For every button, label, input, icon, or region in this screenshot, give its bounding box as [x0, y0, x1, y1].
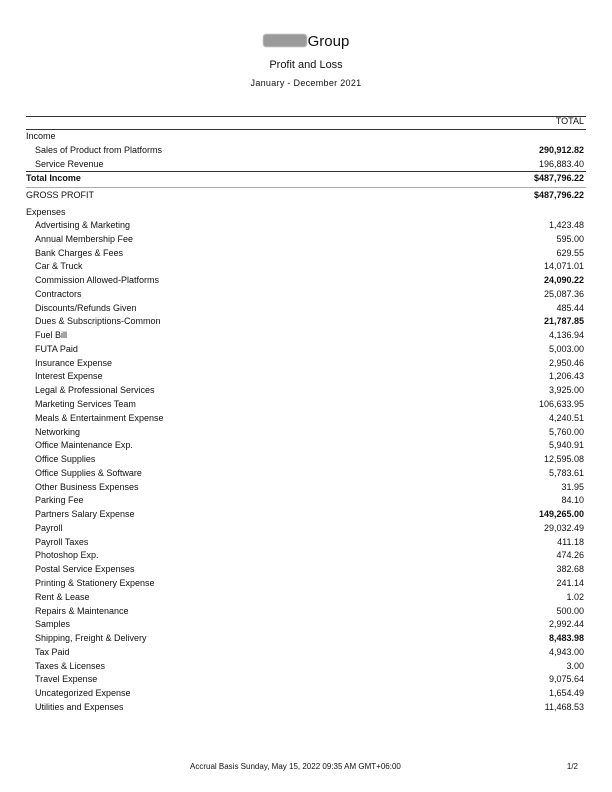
line-item-label: Office Supplies & Software [35, 467, 142, 478]
line-item-label: Postal Service Expenses [35, 564, 135, 575]
line-item-row [26, 548, 586, 562]
line-item-value: 5,940.91 [548, 440, 584, 451]
line-item-value: 485.44 [556, 302, 584, 313]
line-item-row [26, 645, 586, 659]
line-item-label: Parking Fee [35, 495, 84, 506]
line-item-label: Office Supplies [35, 454, 96, 465]
line-item-label: Travel Expense [35, 674, 98, 685]
line-item-label: Other Business Expenses [35, 481, 139, 492]
line-item-value: 8,483.98 [548, 633, 584, 644]
line-item-row [26, 287, 586, 301]
line-item-label: Rent & Lease [35, 591, 90, 602]
line-item-row [26, 301, 586, 315]
expenses-heading [26, 205, 586, 219]
line-item-label: Commission Allowed-Platforms [35, 275, 160, 286]
total-income-label: Total Income [26, 173, 81, 183]
line-item-label: Payroll [35, 522, 63, 533]
line-item-label: Car & Truck [35, 261, 83, 272]
line-item-row [26, 425, 586, 439]
income-heading [26, 129, 586, 143]
total-income-value: $487,796.22 [533, 173, 584, 183]
line-item-value: 21,787.85 [543, 316, 584, 327]
line-item-row [26, 631, 586, 645]
line-item-value: 5,003.00 [548, 343, 584, 354]
line-item-label: Legal & Professional Services [35, 385, 155, 396]
line-item-label: Interest Expense [35, 371, 103, 382]
line-item-value: 290,912.82 [538, 145, 584, 155]
column-header [26, 116, 586, 126]
line-item-row [26, 342, 586, 356]
total-income-row [26, 171, 586, 185]
line-item-row [26, 493, 586, 507]
line-item-value: 2,950.46 [548, 357, 584, 368]
line-item-value: 11,468.53 [544, 701, 584, 712]
line-item-value: 31.95 [561, 481, 584, 492]
line-item-row [26, 314, 586, 328]
line-item-value: 149,265.00 [538, 509, 584, 520]
line-item-row [26, 700, 586, 714]
line-item-row [26, 590, 586, 604]
line-item-label: Shipping, Freight & Delivery [35, 633, 147, 644]
line-item-row [26, 604, 586, 618]
line-item-row [26, 659, 586, 673]
line-item-label: FUTA Paid [35, 343, 78, 354]
line-item-value: 5,760.00 [548, 426, 584, 437]
report-title: Profit and Loss [269, 59, 343, 71]
line-item-value: 629.55 [556, 247, 584, 258]
income-heading-label: Income [26, 131, 56, 141]
line-item-value: 9,075.64 [548, 674, 584, 685]
line-item-value: 1,423.48 [548, 220, 584, 230]
line-item-value: 24,090.22 [543, 275, 584, 286]
gross-profit-row [26, 188, 586, 202]
line-item-value: 500.00 [556, 605, 584, 616]
line-item-row [26, 369, 586, 383]
line-item-label: Marketing Services Team [35, 399, 136, 409]
line-item-label: Meals & Entertainment Expense [35, 412, 164, 423]
line-item-value: 29,032.49 [543, 522, 584, 533]
line-item-row [26, 438, 586, 452]
line-item-label: Repairs & Maintenance [35, 605, 129, 616]
line-item-label: Payroll Taxes [35, 536, 89, 547]
line-item-value: 84.10 [561, 495, 584, 506]
line-item-value: 4,136.94 [548, 330, 584, 341]
company-name [0, 33, 612, 50]
report-period: January - December 2021 [250, 78, 362, 88]
line-item-label: Discounts/Refunds Given [35, 302, 137, 313]
line-item-value: 14,071.01 [543, 261, 584, 272]
line-item-label: Bank Charges & Fees [35, 247, 124, 258]
line-item-row [26, 397, 586, 411]
line-item-row [26, 617, 586, 631]
line-item-row [26, 521, 586, 535]
line-item-row [26, 466, 586, 480]
gross-profit-label: GROSS PROFIT [26, 190, 95, 200]
line-item-value: 382.68 [556, 564, 584, 575]
line-item-label: Uncategorized Expense [35, 688, 131, 699]
line-item-label: Taxes & Licenses [35, 660, 106, 671]
line-item-value: 241.14 [556, 578, 584, 589]
line-item-row [26, 535, 586, 549]
line-item-row [26, 480, 586, 494]
line-item-label: Advertising & Marketing [35, 220, 131, 230]
line-item-value: 411.18 [557, 536, 584, 547]
line-item-row [26, 143, 586, 157]
column-total-label: TOTAL [555, 116, 584, 126]
line-item-value: 2,992.44 [548, 619, 584, 630]
footer-basis: Accrual Basis Sunday, May 15, 2022 09:35 AM GMT+06:00 [190, 762, 401, 771]
line-item-row [26, 232, 586, 246]
line-item-label: Insurance Expense [35, 357, 113, 368]
line-item-label: Office Maintenance Exp. [35, 440, 133, 451]
line-item-value: 5,783.61 [548, 467, 584, 478]
page-number: 1/2 [566, 762, 578, 771]
line-item-value: 3.00 [566, 660, 584, 671]
line-item-label: Annual Membership Fee [35, 233, 134, 244]
line-item-label: Dues & Subscriptions-Common [35, 316, 161, 327]
line-item-label: Tax Paid [35, 646, 70, 657]
line-item-value: 12,595.08 [543, 454, 584, 465]
line-item-row [26, 218, 586, 232]
line-item-label: Sales of Product from Platforms [35, 145, 163, 155]
line-item-label: Printing & Stationery Expense [35, 578, 155, 589]
line-item-row [26, 562, 586, 576]
line-item-row [26, 328, 586, 342]
line-item-value: 1,654.49 [548, 688, 584, 699]
line-item-row [26, 686, 586, 700]
line-item-row [26, 273, 586, 287]
line-item-value: 1.02 [566, 591, 584, 602]
line-item-label: Samples [35, 619, 71, 630]
line-item-row [26, 576, 586, 590]
redacted-company-name [263, 34, 307, 47]
line-item-row [26, 672, 586, 686]
line-item-value: 4,240.51 [548, 412, 584, 423]
line-item-value: 196,883.40 [538, 158, 584, 169]
expenses-heading-label: Expenses [26, 207, 66, 217]
line-item-row [26, 356, 586, 370]
line-item-label: Service Revenue [35, 158, 104, 169]
line-item-label: Fuel Bill [35, 330, 68, 341]
line-item-label: Utilities and Expenses [35, 701, 124, 712]
gross-profit-value: $487,796.22 [533, 190, 584, 200]
line-item-label: Partners Salary Expense [35, 509, 135, 520]
line-item-label: Contractors [35, 288, 82, 299]
line-item-row [26, 246, 586, 260]
line-item-row [26, 383, 586, 397]
line-item-row [26, 411, 586, 425]
line-item-value: 4,943.00 [548, 646, 584, 657]
line-item-value: 595.00 [556, 233, 584, 244]
line-item-value: 106,633.95 [538, 399, 584, 409]
line-item-value: 3,925.00 [548, 385, 584, 396]
line-item-label: Networking [35, 426, 81, 437]
line-item-row [26, 259, 586, 273]
line-item-row [26, 157, 586, 171]
line-item-label: Photoshop Exp. [35, 550, 99, 561]
line-item-value: 25,087.36 [543, 288, 584, 299]
line-item-row [26, 452, 586, 466]
line-item-value: 474.26 [556, 550, 584, 561]
line-item-row [26, 507, 586, 521]
company-suffix: Group [307, 33, 350, 50]
line-item-value: 1,206.43 [548, 371, 584, 382]
